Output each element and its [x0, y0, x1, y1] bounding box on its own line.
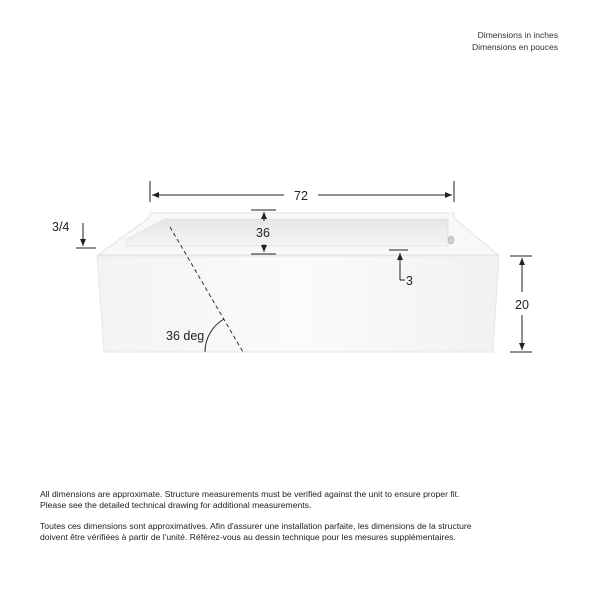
depth-label: 3 [406, 274, 413, 288]
rim-height-dimension [52, 220, 96, 248]
height-label: 20 [515, 298, 529, 312]
drain-icon [448, 236, 454, 244]
disclaimer-fr: Toutes ces dimensions sont approximatives. Afin d'assurer une installation parfaite, les dimensions de la structure doivent être vérifiées à partir de l'unité. Référez-vous au dessin technique pour les mesures supplémentaires. [40, 521, 472, 542]
units-note-fr: Dimensions en pouces [472, 42, 558, 52]
length-dimension [150, 181, 454, 203]
width-label: 36 [256, 226, 270, 240]
disclaimer-notes [40, 489, 480, 553]
bathtub-apron [97, 256, 499, 352]
angle-label: 36 deg [166, 329, 205, 343]
bathtub-basin [126, 219, 448, 246]
disclaimer-en: All dimensions are approximate. Structure measurements must be verified against the unit to ensure proper fit. Please see the detailed technical drawing for additional measurements. [40, 489, 460, 510]
bathtub [97, 213, 499, 352]
height-dimension [510, 256, 532, 352]
length-label: 72 [294, 189, 308, 203]
units-note-en: Dimensions in inches [477, 30, 558, 40]
rim-height-label: 3/4 [52, 220, 70, 234]
